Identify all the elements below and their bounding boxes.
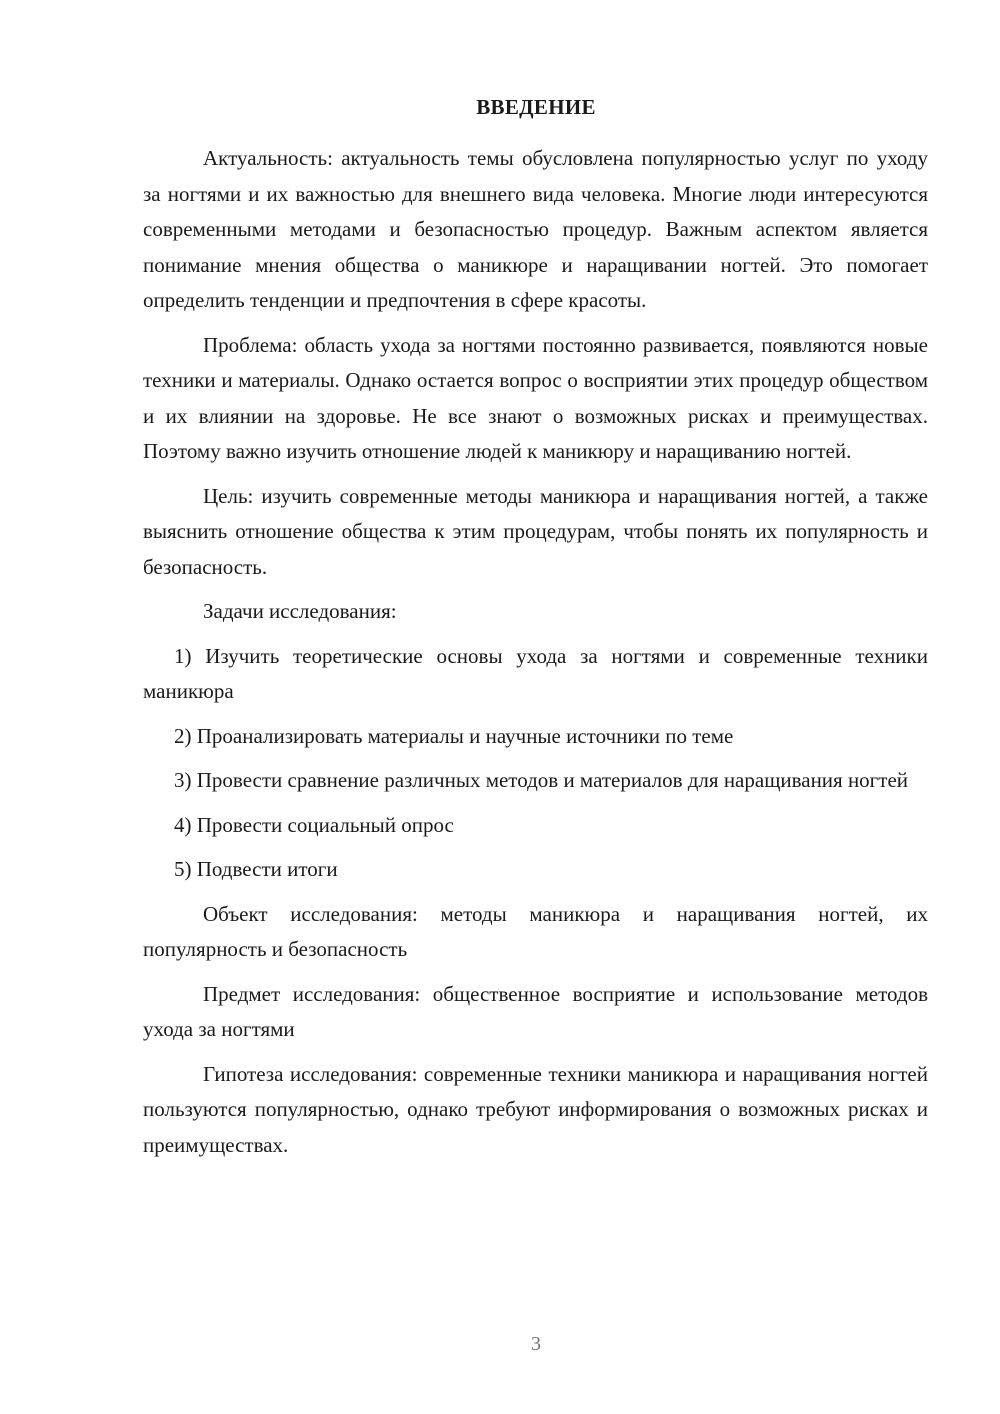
paragraph-problem: Проблема: область ухода за ногтями постоянно развивается, появляются новые техники и материалы. Однако остается вопрос о восприятии этих процедур обществом и их влиянии на здоровье. Не все знают о возможных рисках и преимуществах. Поэтому важно изучить отношение людей к маникюру и наращиванию ногтей. — [143, 332, 928, 463]
paragraph-subject: Предмет исследования: общественное восприятие и использование методов ухода за ногтями — [143, 981, 928, 1041]
task-item-3: 3) Провести сравнение различных методов и материалов для наращивания ногтей — [174, 768, 909, 792]
page-number: 3 — [531, 1333, 541, 1355]
paragraph-hypothesis: Гипотеза исследования: современные техники маникюра и наращивания ногтей пользуются популярностью, однако требуют информирования о возможных рисках и преимуществах. — [143, 1061, 928, 1157]
tasks-title: Задачи исследования: — [203, 599, 397, 623]
task-item-2: 2) Проанализировать материалы и научные источники по теме — [174, 723, 734, 748]
paragraph-object: Объект исследования: методы маникюра и наращивания ногтей, их популярность и безопасность — [143, 901, 928, 961]
task-item-1: 1) Изучить теоретические основы ухода за ногтями и современные техники маникюра — [143, 643, 928, 703]
task-item-4: 4) Провести социальный опрос — [174, 812, 454, 837]
document-body — [143, 141, 928, 1163]
paragraph-goal: Цель: изучить современные методы маникюра и наращивания ногтей, а также выяснить отношение общества к этим процедурам, чтобы понять их популярность и безопасность. — [143, 483, 928, 579]
section-heading: ВВЕДЕНИЕ — [476, 95, 596, 119]
paragraph-relevance: Актуальность: актуальность темы обусловлена популярностью услуг по уходу за ногтями и их важностью для внешнего вида человека. Многие люди интересуются современными методами и безопасностью процедур. Важным аспектом является понимание мнения общества о маникюре и наращивании ногтей. Это помогает определить тенденции и предпочтения в сфере красоты. — [143, 146, 928, 312]
task-item-5: 5) Подвести итоги — [174, 857, 338, 881]
